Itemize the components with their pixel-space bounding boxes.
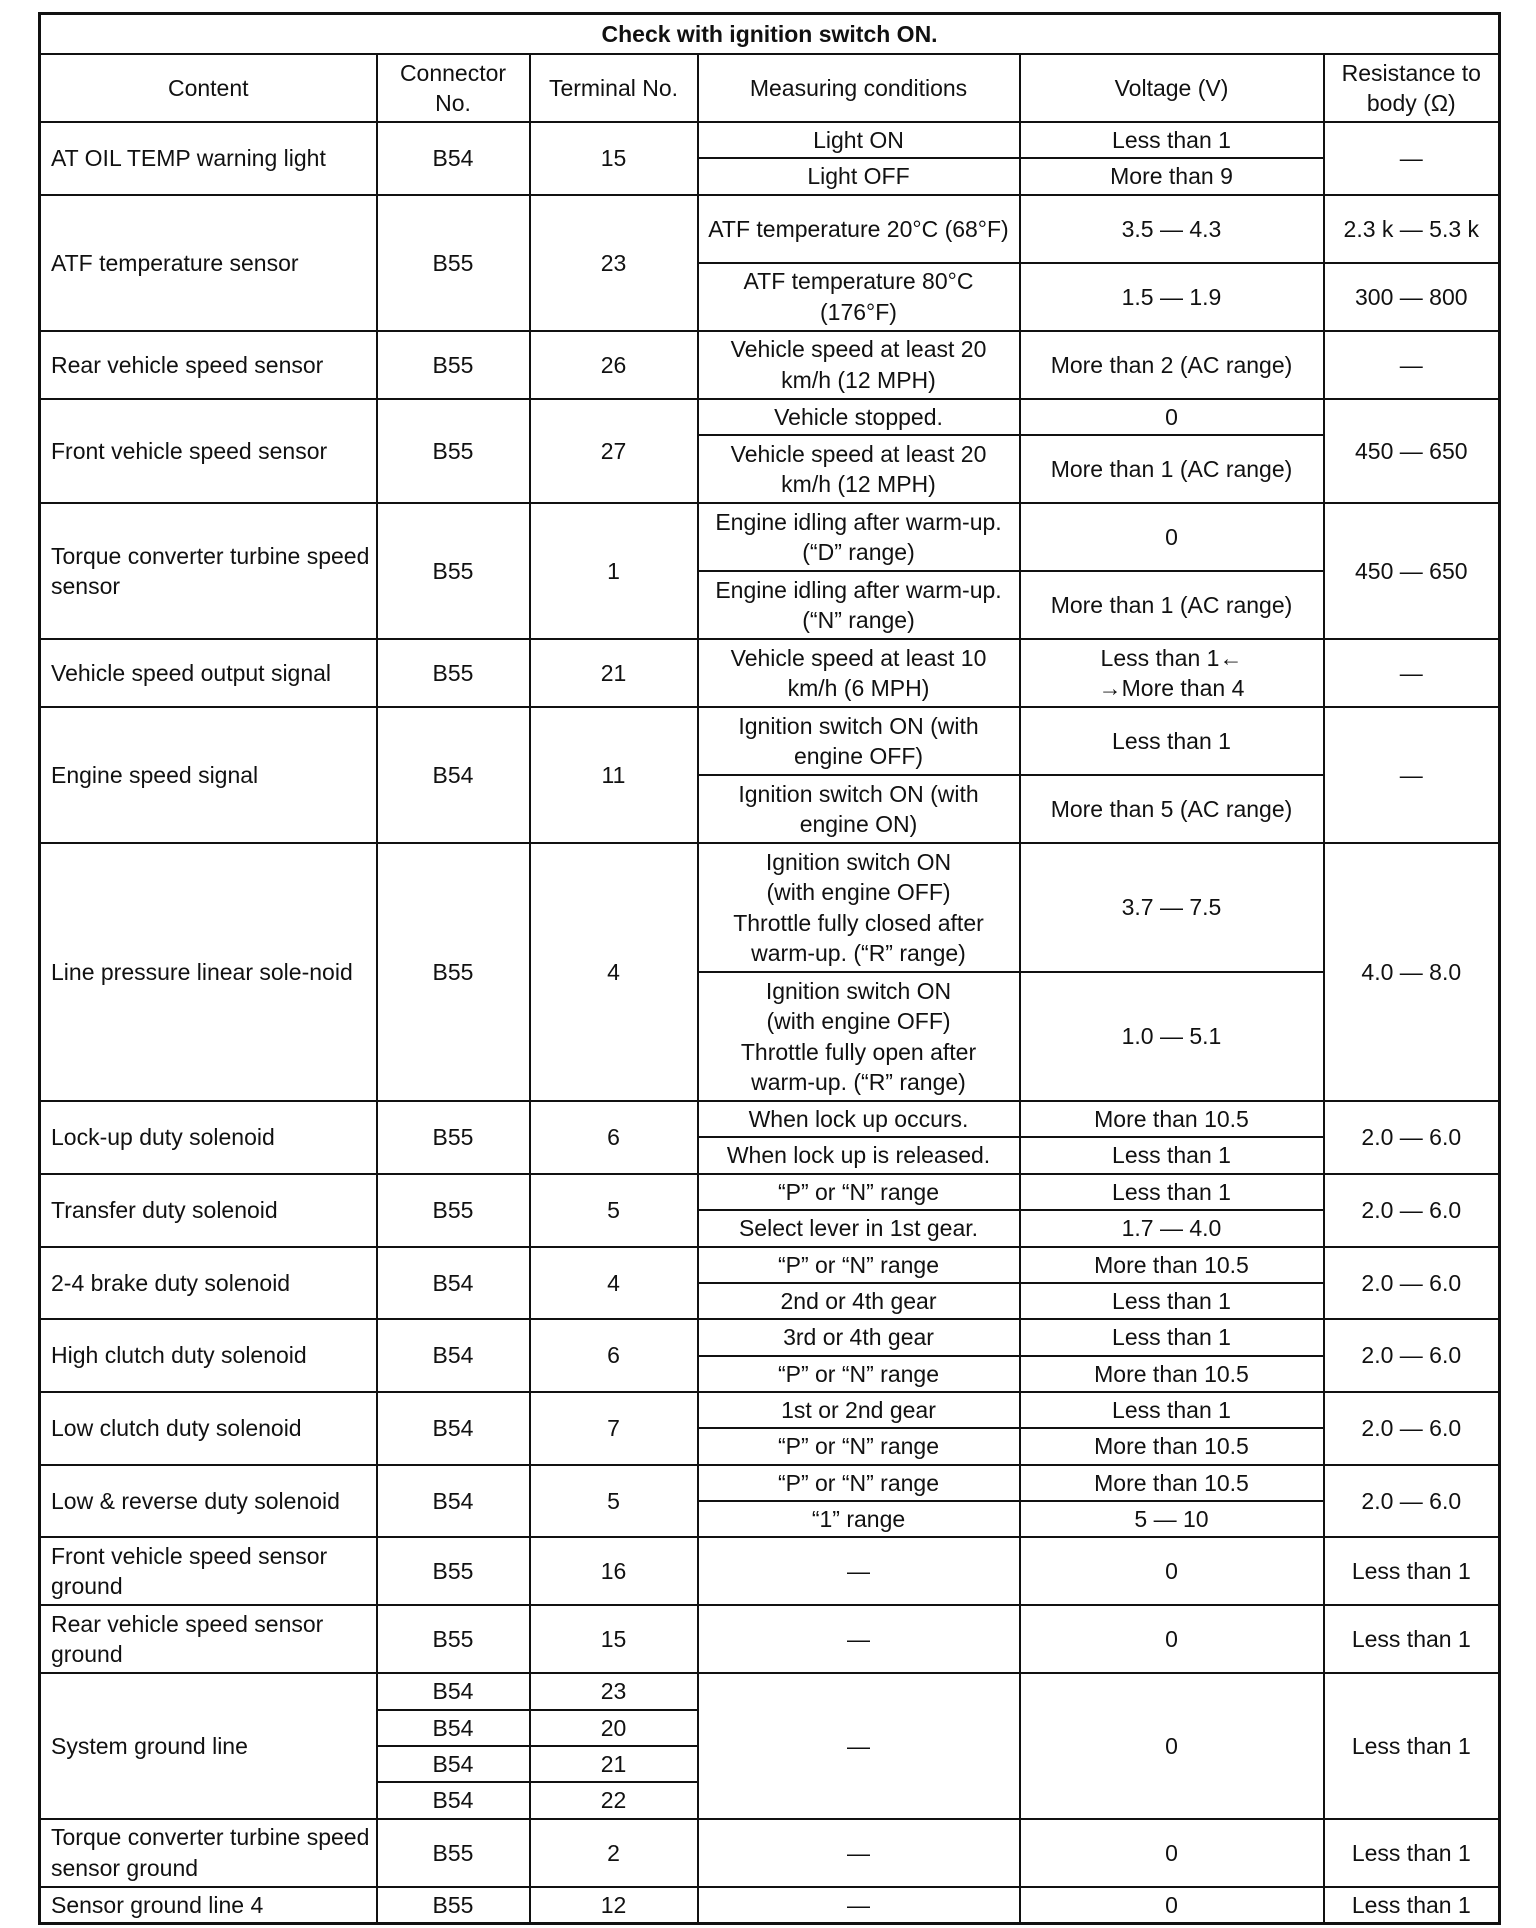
- voltage-cell: 3.5 — 4.3: [1020, 195, 1324, 263]
- table-row: [40, 331, 1500, 399]
- condition-cell: Engine idling after warm-up. (“N” range): [698, 571, 1020, 639]
- resistance-cell: Less than 1: [1324, 1819, 1500, 1887]
- table-row: [40, 399, 1500, 435]
- voltage-cell: 1.7 — 4.0: [1020, 1210, 1324, 1246]
- terminal-cell: 15: [530, 122, 698, 195]
- content-cell: Low clutch duty solenoid: [40, 1392, 377, 1465]
- voltage-cell: 3.7 — 7.5: [1020, 843, 1324, 972]
- header-conditions: Measuring conditions: [698, 54, 1020, 122]
- voltage-cell: 0: [1020, 1819, 1324, 1887]
- connector-cell: B54: [377, 1673, 530, 1709]
- condition-cell: Light OFF: [698, 158, 1020, 194]
- condition-cell: ATF temperature 80°C (176°F): [698, 263, 1020, 331]
- condition-cell: “P” or “N” range: [698, 1174, 1020, 1210]
- voltage-cell: Less than 1: [1020, 1319, 1324, 1355]
- content-cell: Front vehicle speed sensor: [40, 399, 377, 503]
- voltage-cell: More than 1 (AC range): [1020, 571, 1324, 639]
- resistance-cell: —: [1324, 122, 1500, 195]
- table-row: [40, 1819, 1500, 1887]
- resistance-cell: 2.0 — 6.0: [1324, 1247, 1500, 1320]
- content-cell: Front vehicle speed sensor ground: [40, 1537, 377, 1605]
- resistance-cell: 2.0 — 6.0: [1324, 1319, 1500, 1392]
- voltage-cell: Less than 1: [1020, 707, 1324, 775]
- content-cell: Lock-up duty solenoid: [40, 1101, 377, 1174]
- header-connector: Connector No.: [377, 54, 530, 122]
- table-row: [40, 1537, 1500, 1605]
- terminal-cell: 2: [530, 1819, 698, 1887]
- resistance-cell: Less than 1: [1324, 1537, 1500, 1605]
- terminal-cell: 12: [530, 1887, 698, 1924]
- condition-cell: “P” or “N” range: [698, 1356, 1020, 1392]
- terminal-cell: 21: [530, 1746, 698, 1782]
- table-title: Check with ignition switch ON.: [40, 14, 1500, 55]
- title-row: [40, 14, 1500, 55]
- content-cell: Line pressure linear sole-noid: [40, 843, 377, 1101]
- connector-cell: B55: [377, 1174, 530, 1247]
- resistance-cell: Less than 1: [1324, 1605, 1500, 1673]
- condition-cell: Ignition switch ON (with engine OFF): [698, 707, 1020, 775]
- terminal-cell: 16: [530, 1537, 698, 1605]
- resistance-cell: 2.0 — 6.0: [1324, 1174, 1500, 1247]
- voltage-cell: Less than 1: [1020, 1283, 1324, 1319]
- connector-cell: B54: [377, 1247, 530, 1320]
- voltage-cell: 0: [1020, 1537, 1324, 1605]
- condition-cell: Vehicle speed at least 20 km/h (12 MPH): [698, 331, 1020, 399]
- condition-cell: Engine idling after warm-up. (“D” range): [698, 503, 1020, 571]
- terminal-cell: 22: [530, 1782, 698, 1818]
- table-row: [40, 1887, 1500, 1924]
- condition-line: (with engine OFF): [766, 879, 951, 906]
- condition-line: Throttle fully open after: [740, 1038, 977, 1065]
- table-row: [40, 843, 1500, 972]
- voltage-cell: More than 10.5: [1020, 1101, 1324, 1137]
- terminal-cell: 23: [530, 1673, 698, 1709]
- content-cell: Engine speed signal: [40, 707, 377, 843]
- terminal-cell: 23: [530, 195, 698, 331]
- resistance-cell: 2.0 — 6.0: [1324, 1101, 1500, 1174]
- condition-cell: Select lever in 1st gear.: [698, 1210, 1020, 1246]
- header-row: [40, 54, 1500, 122]
- condition-line: (with engine OFF): [766, 1008, 951, 1035]
- voltage-cell: 0: [1020, 1887, 1324, 1924]
- content-cell: Vehicle speed output signal: [40, 639, 377, 707]
- voltage-cell: 0: [1020, 1605, 1324, 1673]
- content-cell: Rear vehicle speed sensor: [40, 331, 377, 399]
- condition-cell: Ignition switch ON (with engine ON): [698, 775, 1020, 843]
- content-cell: Torque converter turbine speed sensor ground: [40, 1819, 377, 1887]
- table-row: [40, 503, 1500, 571]
- table-row: [40, 639, 1500, 707]
- voltage-cell: Less than 1: [1020, 1137, 1324, 1173]
- condition-line: warm-up. (“R” range): [751, 939, 966, 966]
- connector-cell: B54: [377, 1746, 530, 1782]
- condition-cell: Vehicle speed at least 10 km/h (6 MPH): [698, 639, 1020, 707]
- connector-cell: B54: [377, 1392, 530, 1465]
- content-cell: AT OIL TEMP warning light: [40, 122, 377, 195]
- condition-cell: When lock up occurs.: [698, 1101, 1020, 1137]
- condition-cell: “P” or “N” range: [698, 1428, 1020, 1464]
- condition-line: Ignition switch ON: [765, 977, 952, 1004]
- resistance-cell: 2.0 — 6.0: [1324, 1465, 1500, 1538]
- voltage-cell: More than 10.5: [1020, 1428, 1324, 1464]
- table-row: [40, 1174, 1500, 1210]
- terminal-cell: 5: [530, 1174, 698, 1247]
- resistance-cell: 450 — 650: [1324, 399, 1500, 503]
- condition-cell: —: [698, 1887, 1020, 1924]
- condition-cell: ATF temperature 20°C (68°F): [698, 195, 1020, 263]
- condition-cell: 2nd or 4th gear: [698, 1283, 1020, 1319]
- table-row: [40, 1673, 1500, 1709]
- content-cell: Low & reverse duty solenoid: [40, 1465, 377, 1538]
- content-cell: 2-4 brake duty solenoid: [40, 1247, 377, 1320]
- terminal-cell: 27: [530, 399, 698, 503]
- connector-cell: B55: [377, 1887, 530, 1924]
- terminal-cell: 15: [530, 1605, 698, 1673]
- terminal-cell: 26: [530, 331, 698, 399]
- condition-cell: “P” or “N” range: [698, 1465, 1020, 1501]
- header-voltage: Voltage (V): [1020, 54, 1324, 122]
- voltage-cell: Less than 1: [1020, 122, 1324, 158]
- table-row: [40, 1605, 1500, 1673]
- voltage-cell: More than 9: [1020, 158, 1324, 194]
- table-row: [40, 195, 1500, 263]
- content-cell: Rear vehicle speed sensor ground: [40, 1605, 377, 1673]
- voltage-cell: Less than 1: [1020, 1392, 1324, 1428]
- voltage-cell: 0: [1020, 503, 1324, 571]
- condition-cell: [698, 843, 1020, 972]
- connector-cell: B54: [377, 1710, 530, 1746]
- condition-cell: [698, 972, 1020, 1101]
- terminal-cell: 20: [530, 1710, 698, 1746]
- voltage-cell: 0: [1020, 399, 1324, 435]
- header-content: Content: [40, 54, 377, 122]
- condition-line: Ignition switch ON: [765, 848, 952, 875]
- voltage-cell: Less than 1: [1020, 1174, 1324, 1210]
- terminal-cell: 11: [530, 707, 698, 843]
- resistance-cell: 2.3 k — 5.3 k: [1324, 195, 1500, 263]
- table-row: [40, 122, 1500, 158]
- header-terminal: Terminal No.: [530, 54, 698, 122]
- connector-cell: B54: [377, 1782, 530, 1818]
- resistance-cell: Less than 1: [1324, 1673, 1500, 1818]
- resistance-cell: 2.0 — 6.0: [1324, 1392, 1500, 1465]
- condition-cell: Light ON: [698, 122, 1020, 158]
- terminal-cell: 5: [530, 1465, 698, 1538]
- resistance-cell: 300 — 800: [1324, 263, 1500, 331]
- content-cell: Sensor ground line 4: [40, 1887, 377, 1924]
- connector-cell: B55: [377, 1537, 530, 1605]
- connector-cell: B55: [377, 503, 530, 639]
- voltage-cell: 1.5 — 1.9: [1020, 263, 1324, 331]
- connector-cell: B55: [377, 1605, 530, 1673]
- table-row: [40, 1465, 1500, 1501]
- voltage-cell: [1020, 639, 1324, 707]
- resistance-cell: —: [1324, 707, 1500, 843]
- resistance-cell: —: [1324, 331, 1500, 399]
- condition-cell: When lock up is released.: [698, 1137, 1020, 1173]
- voltage-cell: More than 10.5: [1020, 1465, 1324, 1501]
- condition-cell: —: [698, 1819, 1020, 1887]
- resistance-cell: 4.0 — 8.0: [1324, 843, 1500, 1101]
- connector-cell: B54: [377, 707, 530, 843]
- resistance-cell: Less than 1: [1324, 1887, 1500, 1924]
- voltage-cell: More than 5 (AC range): [1020, 775, 1324, 843]
- content-cell: Transfer duty solenoid: [40, 1174, 377, 1247]
- table-row: [40, 1392, 1500, 1428]
- document-page: [38, 12, 1498, 1925]
- connector-cell: B55: [377, 399, 530, 503]
- terminal-cell: 6: [530, 1319, 698, 1392]
- voltage-cell: More than 2 (AC range): [1020, 331, 1324, 399]
- condition-cell: “1” range: [698, 1501, 1020, 1537]
- voltage-line: →More than 4: [1098, 675, 1245, 702]
- connector-cell: B55: [377, 195, 530, 331]
- voltage-cell: 0: [1020, 1673, 1324, 1818]
- terminal-cell: 4: [530, 1247, 698, 1320]
- condition-cell: “P” or “N” range: [698, 1247, 1020, 1283]
- content-cell: System ground line: [40, 1673, 377, 1818]
- condition-cell: —: [698, 1673, 1020, 1818]
- voltage-cell: More than 1 (AC range): [1020, 435, 1324, 503]
- voltage-cell: 1.0 — 5.1: [1020, 972, 1324, 1101]
- header-resistance: Resistance to body (Ω): [1324, 54, 1500, 122]
- connector-cell: B54: [377, 1465, 530, 1538]
- table-row: [40, 1101, 1500, 1137]
- terminal-cell: 1: [530, 503, 698, 639]
- condition-cell: —: [698, 1537, 1020, 1605]
- content-cell: High clutch duty solenoid: [40, 1319, 377, 1392]
- table-row: [40, 1319, 1500, 1355]
- condition-line: warm-up. (“R” range): [751, 1068, 966, 1095]
- content-cell: Torque converter turbine speed sensor: [40, 503, 377, 639]
- terminal-cell: 7: [530, 1392, 698, 1465]
- resistance-cell: 450 — 650: [1324, 503, 1500, 639]
- connector-cell: B54: [377, 1319, 530, 1392]
- condition-cell: 1st or 2nd gear: [698, 1392, 1020, 1428]
- condition-line: Throttle fully closed after: [733, 909, 984, 936]
- resistance-cell: —: [1324, 639, 1500, 707]
- terminal-cell: 6: [530, 1101, 698, 1174]
- connector-cell: B54: [377, 122, 530, 195]
- table-row: [40, 707, 1500, 775]
- content-cell: ATF temperature sensor: [40, 195, 377, 331]
- voltage-line: Less than 1←: [1100, 644, 1243, 671]
- condition-cell: Vehicle stopped.: [698, 399, 1020, 435]
- check-table: [38, 12, 1501, 1925]
- condition-cell: 3rd or 4th gear: [698, 1319, 1020, 1355]
- voltage-cell: More than 10.5: [1020, 1356, 1324, 1392]
- condition-cell: —: [698, 1605, 1020, 1673]
- connector-cell: B55: [377, 1819, 530, 1887]
- connector-cell: B55: [377, 843, 530, 1101]
- terminal-cell: 21: [530, 639, 698, 707]
- condition-cell: Vehicle speed at least 20 km/h (12 MPH): [698, 435, 1020, 503]
- connector-cell: B55: [377, 1101, 530, 1174]
- connector-cell: B55: [377, 331, 530, 399]
- connector-cell: B55: [377, 639, 530, 707]
- terminal-cell: 4: [530, 843, 698, 1101]
- voltage-cell: More than 10.5: [1020, 1247, 1324, 1283]
- voltage-cell: 5 — 10: [1020, 1501, 1324, 1537]
- table-row: [40, 1247, 1500, 1283]
